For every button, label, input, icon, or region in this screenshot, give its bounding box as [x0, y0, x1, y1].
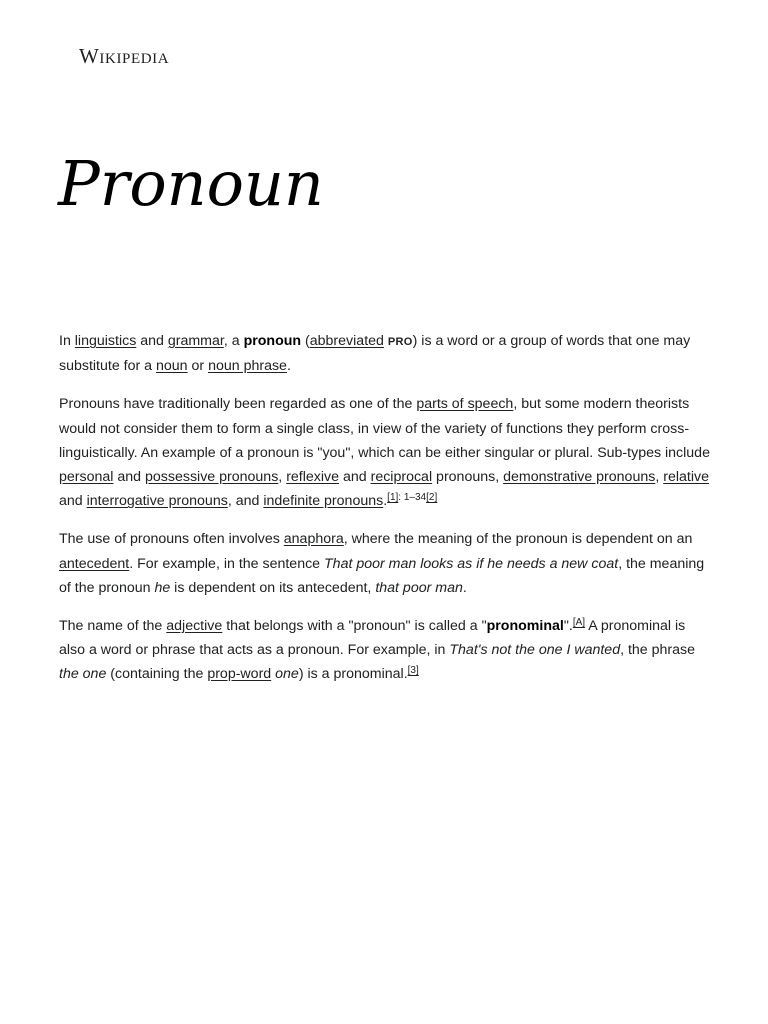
link-noun-phrase[interactable]: noun phrase: [208, 358, 287, 375]
bold-term-pronominal: pronominal: [486, 618, 564, 635]
link-grammar[interactable]: grammar: [167, 333, 224, 349]
citation-link-3[interactable]: [3]: [407, 665, 419, 677]
citation-3: [408, 665, 419, 676]
example-pronoun-he: he: [154, 579, 171, 596]
link-noun[interactable]: noun: [156, 358, 188, 375]
link-relative[interactable]: relative: [663, 469, 709, 486]
link-antecedent[interactable]: antecedent: [59, 555, 130, 572]
bold-term-pronoun: pronoun: [243, 333, 302, 349]
link-parts-of-speech[interactable]: parts of speech: [416, 396, 514, 413]
page-title: Pronoun: [58, 147, 324, 220]
link-interrogative-pronouns[interactable]: interrogative pronouns: [86, 493, 228, 510]
paragraph-anaphora: The use of pronouns often involves anaphora, where the meaning of the pronoun is dependent on an antecedent. For example, in the sentence That poor man looks as if he needs a new coat, the meaning of the pronoun he is dependent on its antecedent, that poor man.: [59, 531, 705, 596]
note-a: [573, 617, 585, 628]
example-word-one: one: [275, 666, 299, 683]
wikipedia-wordmark[interactable]: Wikipedia: [79, 44, 170, 68]
example-antecedent: that poor man: [375, 579, 463, 596]
link-reciprocal[interactable]: reciprocal: [370, 469, 433, 486]
link-indefinite-pronouns[interactable]: indefinite pronouns: [263, 493, 384, 510]
example-phrase-the-one: the one: [59, 666, 107, 683]
link-prop-word[interactable]: prop-word: [207, 666, 272, 683]
paragraph-intro: In linguistics and grammar, a pronoun (abbreviated PRO) is a word or a group of words that one may substitute for a noun or noun phrase.: [59, 333, 691, 375]
citation-link-1[interactable]: [1]: [387, 492, 399, 504]
link-anaphora[interactable]: anaphora: [283, 531, 344, 548]
citation-1: [1]: 1–34[2]: [387, 492, 438, 504]
example-sentence-2: That's not the one I wanted: [449, 642, 621, 659]
link-reflexive[interactable]: reflexive: [286, 469, 340, 486]
paragraph-parts-of-speech: Pronouns have traditionally been regarded as one of the parts of speech, but some modern theorists would not consider them to form a single class, in view of the variety of functions they perform cross-linguistically. An example of a pronoun is "you", which can be either singular or plural. Sub-types include personal and possessive pronouns, reflexive and reciprocal pronouns, demonstrative pronouns, relative and interrogative pronouns, and indefinite pronouns.[1]: 1–34[2]: [59, 396, 710, 510]
note-link-a[interactable]: [A]: [572, 617, 586, 629]
paragraph-pronominal: The name of the adjective that belongs with a "pronoun" is called a "pronominal".[A] A pronominal is also a word or phrase that acts as a pronoun. For example, in That's not the one I wanted, the phrase the one (containing the prop-word one) is a pronominal.[3]: [59, 617, 696, 683]
link-personal[interactable]: personal: [59, 469, 114, 486]
link-linguistics[interactable]: linguistics: [74, 333, 137, 349]
abbreviation-pro: PRO: [387, 336, 413, 348]
link-abbreviated[interactable]: abbreviated: [309, 333, 384, 349]
article-body: [59, 329, 713, 701]
example-sentence: That poor man looks as if he needs a new coat: [324, 555, 619, 572]
link-demonstrative-pronouns[interactable]: demonstrative pronouns: [503, 469, 656, 486]
link-adjective[interactable]: adjective: [166, 618, 223, 635]
citation-link-2[interactable]: [2]: [426, 492, 438, 504]
link-possessive-pronouns[interactable]: possessive pronouns: [145, 469, 279, 486]
